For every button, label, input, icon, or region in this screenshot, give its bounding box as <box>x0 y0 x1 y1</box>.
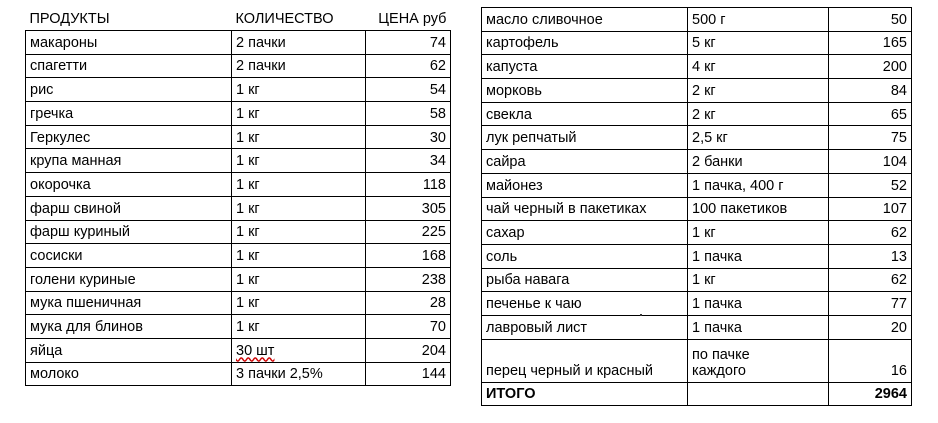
quantity-cell: 1 кг <box>232 125 366 149</box>
price-cell: 62 <box>366 54 451 78</box>
product-cell: рис <box>26 78 232 102</box>
table-row <box>482 268 912 292</box>
price-cell: 165 <box>829 31 912 55</box>
table-row <box>26 291 451 315</box>
quantity-cell <box>688 339 829 382</box>
product-cell: сосиски <box>26 244 232 268</box>
table-row <box>482 79 912 103</box>
price-cell: 75 <box>829 126 912 150</box>
quantity-cell: 100 пакетиков <box>688 197 829 221</box>
product-cell: фарш куриный <box>26 220 232 244</box>
total-value: 2964 <box>829 382 912 406</box>
quantity-cell: 1 пачка <box>688 292 829 316</box>
table-row <box>26 315 451 339</box>
table-row <box>482 102 912 126</box>
quantity-cell: 2 пачки <box>232 54 366 78</box>
product-cell: молоко <box>26 362 232 386</box>
product-cell: лук репчатый <box>482 126 688 150</box>
price-cell: 30 <box>366 125 451 149</box>
price-cell: 62 <box>829 268 912 292</box>
product-cell: спагетти <box>26 54 232 78</box>
table-row <box>26 102 451 126</box>
total-label: ИТОГО <box>482 382 688 406</box>
price-cell: 50 <box>829 8 912 32</box>
product-cell: перец черный и красный <box>482 339 688 382</box>
header-product: ПРОДУКТЫ <box>26 7 232 31</box>
quantity-cell: 1 кг <box>232 267 366 291</box>
product-cell: Геркулес <box>26 125 232 149</box>
table-row <box>26 196 451 220</box>
table-row <box>26 338 451 362</box>
product-cell: свекла <box>482 102 688 126</box>
price-cell: 144 <box>366 362 451 386</box>
product-cell: макароны <box>26 31 232 55</box>
quantity-cell: 1 кг <box>232 291 366 315</box>
price-cell: 84 <box>829 79 912 103</box>
price-cell: 54 <box>366 78 451 102</box>
table-row <box>26 173 451 197</box>
right-table-body <box>482 8 912 340</box>
price-cell: 200 <box>829 55 912 79</box>
quantity-cell: 1 кг <box>232 173 366 197</box>
table-row <box>26 149 451 173</box>
product-cell: морковь <box>482 79 688 103</box>
table-row <box>482 244 912 268</box>
price-cell: 20 <box>829 315 912 339</box>
price-cell: 77 <box>829 292 912 316</box>
quantity-cell: 1 кг <box>232 78 366 102</box>
quantity-cell: 30 шт <box>232 338 366 362</box>
quantity-cell: 3 пачки 2,5% <box>232 362 366 386</box>
quantity-cell: 5 кг <box>688 31 829 55</box>
product-cell: мука для блинов <box>26 315 232 339</box>
product-cell: крупа манная <box>26 149 232 173</box>
table-row <box>26 54 451 78</box>
table-row <box>482 8 912 32</box>
product-cell: чай черный в пакетиках <box>482 197 688 221</box>
left-table-body <box>26 31 451 386</box>
price-cell: 52 <box>829 173 912 197</box>
product-cell: мука пшеничная <box>26 291 232 315</box>
product-cell: яйца <box>26 338 232 362</box>
products-table-left <box>25 7 451 386</box>
quantity-cell: 1 пачка <box>688 315 829 339</box>
quantity-cell: 1 кг <box>232 149 366 173</box>
price-cell: 34 <box>366 149 451 173</box>
product-cell: окорочка <box>26 173 232 197</box>
price-cell: 58 <box>366 102 451 126</box>
product-cell: сахар <box>482 221 688 245</box>
quantity-cell: 1 кг <box>688 221 829 245</box>
product-cell: майонез <box>482 173 688 197</box>
header-quantity: КОЛИЧЕСТВО <box>232 7 366 31</box>
quantity-cell: 1 кг <box>232 315 366 339</box>
quantity-cell: 2 банки <box>688 150 829 174</box>
quantity-cell: 2 пачки <box>232 31 366 55</box>
table-row <box>482 315 912 339</box>
price-cell: 13 <box>829 244 912 268</box>
table-row <box>482 197 912 221</box>
products-table-right <box>481 7 912 406</box>
price-cell: 104 <box>829 150 912 174</box>
total-row <box>482 382 912 406</box>
quantity-line-2: каждого <box>692 362 746 379</box>
price-cell: 238 <box>366 267 451 291</box>
table-row <box>482 339 912 382</box>
quantity-cell: 2 кг <box>688 102 829 126</box>
table-row <box>26 362 451 386</box>
quantity-cell: 500 г <box>688 8 829 32</box>
price-cell: 28 <box>366 291 451 315</box>
product-cell: гречка <box>26 102 232 126</box>
product-cell: картофель <box>482 31 688 55</box>
product-cell: рыба навага <box>482 268 688 292</box>
table-row <box>482 55 912 79</box>
product-cell: сайра <box>482 150 688 174</box>
price-cell: 74 <box>366 31 451 55</box>
product-cell: соль <box>482 244 688 268</box>
table-row <box>26 244 451 268</box>
price-cell: 168 <box>366 244 451 268</box>
price-cell: 305 <box>366 196 451 220</box>
quantity-cell: 1 пачка <box>688 244 829 268</box>
quantity-cell: 2,5 кг <box>688 126 829 150</box>
table-row <box>26 31 451 55</box>
price-cell: 118 <box>366 173 451 197</box>
product-cell: капуста <box>482 55 688 79</box>
product-cell: фарш свиной <box>26 196 232 220</box>
price-cell: 16 <box>829 339 912 382</box>
table-row <box>482 221 912 245</box>
table-row <box>26 267 451 291</box>
total-quantity <box>688 382 829 406</box>
price-cell: 70 <box>366 315 451 339</box>
product-cell: масло сливочное <box>482 8 688 32</box>
price-cell: 107 <box>829 197 912 221</box>
table-row <box>482 150 912 174</box>
quantity-cell: 4 кг <box>688 55 829 79</box>
quantity-cell: 1 кг <box>688 268 829 292</box>
table-row <box>26 220 451 244</box>
header-price: ЦЕНА руб <box>366 7 451 31</box>
quantity-cell: 1 кг <box>232 220 366 244</box>
product-cell: лавровый лист <box>482 315 688 339</box>
table-row <box>482 292 912 316</box>
price-cell: 225 <box>366 220 451 244</box>
product-cell: голени куриные <box>26 267 232 291</box>
stray-dot <box>640 314 642 316</box>
table-row <box>26 125 451 149</box>
table-row <box>482 31 912 55</box>
quantity-cell: 2 кг <box>688 79 829 103</box>
quantity-cell: 1 кг <box>232 244 366 268</box>
table-header-row <box>26 7 451 31</box>
table-row <box>482 126 912 150</box>
price-cell: 62 <box>829 221 912 245</box>
table-row <box>482 173 912 197</box>
table-row <box>26 78 451 102</box>
quantity-cell: 1 пачка, 400 г <box>688 173 829 197</box>
quantity-cell: 1 кг <box>232 196 366 220</box>
price-cell: 65 <box>829 102 912 126</box>
quantity-cell: 1 кг <box>232 102 366 126</box>
product-cell: печенье к чаю <box>482 292 688 316</box>
price-cell: 204 <box>366 338 451 362</box>
quantity-line-1: по пачке <box>692 346 750 363</box>
